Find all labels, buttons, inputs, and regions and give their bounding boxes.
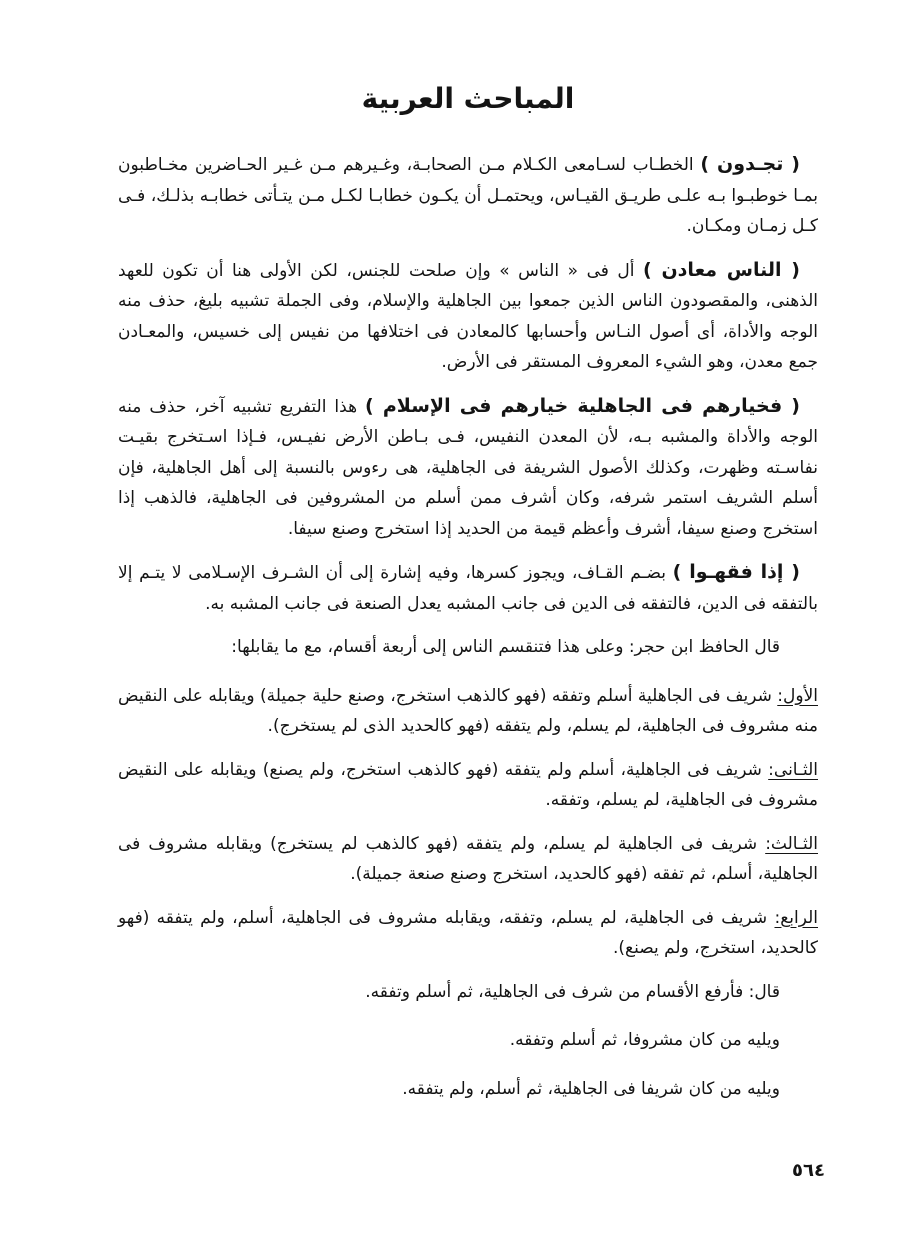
division-text: شريف فى الجاهلية، أسلم ولم يتفقه (فهو كالذهب استخرج، ولم يصنع) ويقابله على النقيض مشروف فى الجاهلية، لم يسلم، وتفقه. bbox=[118, 759, 818, 810]
paragraph-nas-maadin bbox=[118, 255, 818, 378]
paragraph-text: هذا التفريع تشبيه آخر، حذف منه الوجه والأداة والمشبه بـه، لأن المعدن النفيس، فـى بـاطن الأرض نفيـس، فـإذا اسـتخرج بقيـت نفاسـته وظهرت، وكذلك الأصول الشريفة فى الجاهلية، هى رءوس بالنسبة إلى أهل الجاهلية، فإن أسلم الشريف استمر شرفه، وكان أشرف ممن أسلم من المشروفين فى الجاهلية، فالذهب إذا استخرج وصنع سيفا، أشرف وأعظم قيمة من الحديد إذا استخرج وصنع سيفا. bbox=[118, 396, 818, 539]
quote-intro: قال الحافظ ابن حجر: وعلى هذا فتنقسم الناس إلى أربعة أقسام، مع ما يقابلها: bbox=[231, 637, 780, 657]
division-text: شريف فى الجاهلية أسلم وتفقه (فهو كالذهب استخرج، وصنع حلية جميلة) ويقابله على النقيض منه مشروف فى الجاهلية، لم يسلم، ولم يتفقه (فهو كالحديد الذى لم يستخرج). bbox=[118, 685, 818, 736]
paragraph-text: الخطـاب لسـامعى الكـلام مـن الصحابـة، وغـيرهم مـن غـير الحـاضرين مخـاطبون بمـا خوطبـوا بـه علـى طريـق القيـاس، ويحتمـل أن يكـون خطابـا لكـل مـن يتـأتى خطابـه بذلـك، فـى كـل زمـان ومكـان. bbox=[118, 155, 818, 236]
closing-line: قال: فأرفع الأقسام من شرف فى الجاهلية، ثم أسلم وتفقه. bbox=[365, 981, 780, 1002]
division-text: شريف فى الجاهلية لم يسلم، ولم يتفقه (فهو كالذهب لم يستخرج) ويقابله مشروف فى الجاهلية، أسلم، ثم تفقه (فهو كالحديد، استخرج وصنع صنعة جميلة). bbox=[118, 833, 818, 884]
paragraph-heading: ( فخيارهم فى الجاهلية خيارهم فى الإسلام ) bbox=[365, 394, 800, 417]
paragraph-text: أل فى « الناس » وإن صلحت للجنس، لكن الأولى هنا أن تكون للعهد الذهنى، والمقصودون الناس الذين جمعوا بين الجاهلية والإسلام، وفى الجملة تشبيه بليغ، حذف منه الوجه والأداة، أى أصول النـاس وأحسابها كالمعادن فى اختلافها من نفيس إلى خسيس، والمعـادن جمع معدن، وهو الشيء المعروف المستقر فى الأرض. bbox=[118, 260, 818, 372]
division-first bbox=[118, 681, 818, 742]
closing-line: ويليه من كان مشروفا، ثم أسلم وتفقه. bbox=[509, 1030, 780, 1050]
division-label: الرابع: bbox=[774, 907, 818, 928]
division-fourth bbox=[118, 903, 818, 964]
closing-line: ويليه من كان شريفا فى الجاهلية، ثم أسلم، ولم يتفقه. bbox=[402, 1078, 780, 1099]
page-title: المباحث العربية bbox=[361, 82, 575, 115]
paragraph-idha-faquhu bbox=[118, 557, 818, 619]
paragraph-heading: ( إذا فقهـوا ) bbox=[672, 561, 800, 583]
division-label: الثـالث: bbox=[765, 833, 818, 854]
division-text: شريف فى الجاهلية، لم يسلم، وتفقه، ويقابله مشروف فى الجاهلية، أسلم، ولم يتفقه (فهو كالحديد، استخرج، ولم يصنع). bbox=[118, 907, 818, 958]
paragraph-tajidun bbox=[118, 149, 818, 242]
division-second bbox=[118, 755, 818, 816]
paragraph-text: بضـم القـاف، ويجوز كسرها، وفيه إشارة إلى أن الشـرف الإسـلامى لا يتـم إلا بالتفقه فى الدين، فالتفقه فى الدين فى جانب المشبه يعدل الصنعة فى جانب المشبه به. bbox=[118, 563, 818, 614]
division-label: الأول: bbox=[777, 685, 818, 706]
division-third bbox=[118, 829, 818, 890]
page-number: ٥٦٤ bbox=[792, 1160, 825, 1181]
paragraph-khiyaruhum bbox=[118, 391, 818, 545]
paragraph-heading: ( الناس معادن ) bbox=[643, 258, 800, 281]
paragraph-heading: ( تجـدون ) bbox=[700, 153, 800, 175]
page-body bbox=[118, 82, 818, 1122]
division-label: الثـانى: bbox=[768, 759, 818, 780]
